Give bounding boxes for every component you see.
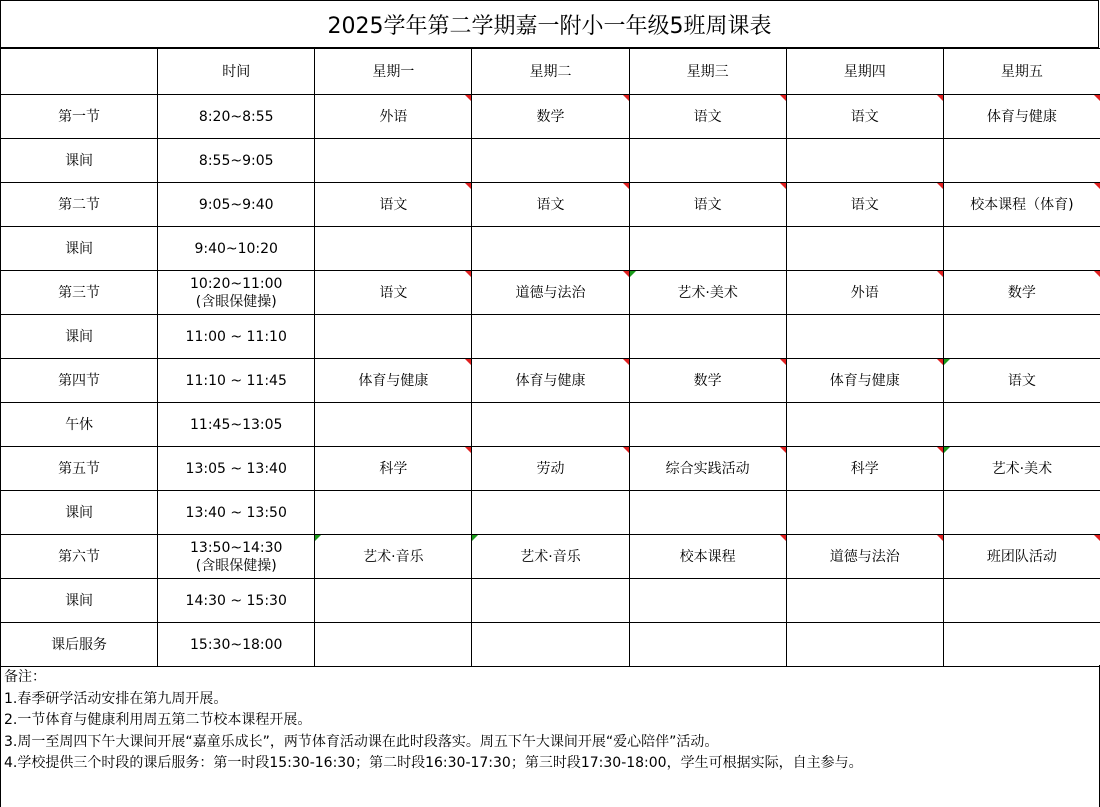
subject-cell-tuesday[interactable] xyxy=(472,315,629,359)
subject-cell-thursday[interactable] xyxy=(786,491,943,535)
subject-label: 语文 xyxy=(1007,372,1036,389)
subject-cell-tuesday[interactable] xyxy=(472,491,629,535)
time-cell[interactable] xyxy=(158,403,315,447)
subject-cell-wednesday[interactable] xyxy=(629,183,786,227)
subject-cell-wednesday[interactable] xyxy=(629,491,786,535)
subject-label: 语文 xyxy=(850,108,879,125)
comment-indicator-icon[interactable] xyxy=(1094,95,1100,101)
time-line: 15:30~18:00 xyxy=(190,636,283,653)
comment-indicator-icon[interactable] xyxy=(465,95,471,101)
subject-cell-thursday[interactable] xyxy=(786,447,943,491)
time-line: 8:55~9:05 xyxy=(198,152,274,169)
table-row xyxy=(1,579,1100,623)
subject-cell-friday[interactable] xyxy=(943,271,1100,315)
time-line: 11:10 ~ 11:45 xyxy=(185,372,287,389)
subject-cell-tuesday[interactable] xyxy=(472,271,629,315)
subject-cell-thursday[interactable] xyxy=(786,139,943,183)
subject-label: 科学 xyxy=(379,460,408,477)
subject-cell-friday[interactable] xyxy=(943,183,1100,227)
subject-label: 综合实践活动 xyxy=(665,460,750,477)
comment-indicator-icon[interactable] xyxy=(623,271,629,277)
subject-cell-thursday[interactable] xyxy=(786,271,943,315)
header-cell-wednesday[interactable]: 星期三 xyxy=(629,49,786,95)
comment-indicator-icon[interactable] xyxy=(780,447,786,453)
period-cell[interactable]: 第一节 xyxy=(1,95,158,139)
period-cell[interactable]: 第二节 xyxy=(1,183,158,227)
subject-cell-tuesday[interactable] xyxy=(472,95,629,139)
subject-cell-wednesday[interactable] xyxy=(629,579,786,623)
header-cell-thursday[interactable]: 星期四 xyxy=(786,49,943,95)
table-row xyxy=(1,623,1100,667)
subject-cell-friday[interactable] xyxy=(943,403,1100,447)
period-cell[interactable]: 课间 xyxy=(1,491,158,535)
time-cell[interactable] xyxy=(158,183,315,227)
subject-cell-wednesday[interactable] xyxy=(629,227,786,271)
note-line-3: 3.周一至周四下午大课间开展“嘉童乐成长”，两节体育活动课在此时段落实。周五下午大课间开展“爱心陪伴”活动。 xyxy=(4,733,719,750)
subject-cell-monday[interactable] xyxy=(315,271,472,315)
page-title: 2025学年第二学期嘉一附小一年级5班周课表 xyxy=(0,0,1099,48)
subject-label: 体育与健康 xyxy=(829,372,900,389)
subject-cell-wednesday[interactable] xyxy=(629,623,786,667)
comment-indicator-icon[interactable] xyxy=(623,359,629,365)
comment-indicator-icon[interactable] xyxy=(780,95,786,101)
comment-indicator-icon[interactable] xyxy=(465,359,471,365)
comment-indicator-icon[interactable] xyxy=(1094,271,1100,277)
comment-indicator-icon[interactable] xyxy=(937,359,943,365)
subject-label: 语文 xyxy=(850,196,879,213)
time-cell[interactable] xyxy=(158,535,315,579)
comment-indicator-icon[interactable] xyxy=(465,183,471,189)
subject-label: 数学 xyxy=(693,372,722,389)
subject-cell-monday[interactable] xyxy=(315,183,472,227)
subject-label: 道德与法治 xyxy=(515,284,586,301)
subject-cell-thursday[interactable] xyxy=(786,95,943,139)
subject-label: 体育与健康 xyxy=(986,108,1057,125)
comment-indicator-icon[interactable] xyxy=(1094,535,1100,541)
subject-cell-friday[interactable] xyxy=(943,139,1100,183)
error-indicator-icon[interactable] xyxy=(944,447,950,453)
subject-cell-friday[interactable] xyxy=(943,447,1100,491)
time-line: 13:05 ~ 13:40 xyxy=(185,460,287,477)
subject-label: 科学 xyxy=(850,460,879,477)
subject-cell-friday[interactable] xyxy=(943,579,1100,623)
time-line: 14:30 ~ 15:30 xyxy=(185,592,287,609)
subject-label: 道德与法治 xyxy=(829,548,900,565)
note-line-4: 4.学校提供三个时段的课后服务：第一时段15:30-16:30；第二时段16:30-17:30；第三时段17:30-18:00，学生可根据实际，自主参与。 xyxy=(4,755,863,771)
comment-indicator-icon[interactable] xyxy=(937,535,943,541)
comment-indicator-icon[interactable] xyxy=(465,447,471,453)
subject-label: 数学 xyxy=(1007,284,1036,301)
table-row xyxy=(1,227,1100,271)
error-indicator-icon[interactable] xyxy=(315,535,321,541)
time-line: 11:45~13:05 xyxy=(190,416,283,433)
subject-label: 校本课程（体育) xyxy=(970,196,1074,213)
subject-label: 语文 xyxy=(693,196,722,213)
subject-cell-monday[interactable] xyxy=(315,315,472,359)
period-cell[interactable]: 第三节 xyxy=(1,271,158,315)
subject-cell-friday[interactable] xyxy=(943,227,1100,271)
subject-label: 体育与健康 xyxy=(515,372,586,389)
time-line: 9:05~9:40 xyxy=(198,196,274,213)
time-cell[interactable] xyxy=(158,271,315,315)
subject-cell-wednesday[interactable] xyxy=(629,271,786,315)
subject-cell-friday[interactable] xyxy=(943,535,1100,579)
subject-cell-monday[interactable] xyxy=(315,579,472,623)
subject-cell-thursday[interactable] xyxy=(786,359,943,403)
table-row xyxy=(1,95,1100,139)
subject-cell-wednesday[interactable] xyxy=(629,139,786,183)
notes-heading: 备注： xyxy=(4,669,46,685)
time-line: 11:00 ~ 11:10 xyxy=(185,328,287,345)
table-row xyxy=(1,183,1100,227)
subject-cell-wednesday[interactable] xyxy=(629,95,786,139)
subject-label: 体育与健康 xyxy=(358,372,429,389)
subject-cell-monday[interactable] xyxy=(315,359,472,403)
subject-label: 劳动 xyxy=(536,460,565,477)
subject-cell-thursday[interactable] xyxy=(786,227,943,271)
time-cell[interactable] xyxy=(158,447,315,491)
subject-label: 数学 xyxy=(536,108,565,125)
subject-cell-tuesday[interactable] xyxy=(472,359,629,403)
time-line: (含眼保健操) xyxy=(195,557,277,574)
time-line: 10:20~11:00 xyxy=(190,275,283,292)
time-line: 13:50~14:30 xyxy=(190,539,283,556)
time-line: 9:40~10:20 xyxy=(194,240,278,257)
table-row xyxy=(1,315,1100,359)
subject-cell-tuesday[interactable] xyxy=(472,183,629,227)
note-line-2: 2.一节体育与健康利用周五第二节校本课程开展。 xyxy=(4,712,312,728)
subject-label: 语文 xyxy=(379,284,408,301)
subject-cell-monday[interactable] xyxy=(315,403,472,447)
time-cell[interactable] xyxy=(158,227,315,271)
header-cell-corner[interactable] xyxy=(1,49,158,95)
comment-indicator-icon[interactable] xyxy=(780,183,786,189)
table-row xyxy=(1,535,1100,579)
period-cell[interactable]: 第六节 xyxy=(1,535,158,579)
comment-indicator-icon[interactable] xyxy=(623,183,629,189)
comment-indicator-icon[interactable] xyxy=(937,95,943,101)
comment-indicator-icon[interactable] xyxy=(623,95,629,101)
time-cell[interactable] xyxy=(158,95,315,139)
header-cell-time[interactable]: 时间 xyxy=(158,49,315,95)
subject-cell-tuesday[interactable] xyxy=(472,447,629,491)
subject-cell-thursday[interactable] xyxy=(786,535,943,579)
comment-indicator-icon[interactable] xyxy=(780,359,786,365)
subject-cell-friday[interactable] xyxy=(943,491,1100,535)
subject-cell-tuesday[interactable] xyxy=(472,623,629,667)
subject-label: 校本课程 xyxy=(679,548,736,565)
time-cell[interactable] xyxy=(158,579,315,623)
subject-cell-friday[interactable] xyxy=(943,359,1100,403)
subject-cell-thursday[interactable] xyxy=(786,315,943,359)
table-row xyxy=(1,491,1100,535)
subject-label: 外语 xyxy=(850,284,879,301)
error-indicator-icon[interactable] xyxy=(944,359,950,365)
subject-label: 班团队活动 xyxy=(986,548,1057,565)
comment-indicator-icon[interactable] xyxy=(623,447,629,453)
subject-cell-wednesday[interactable] xyxy=(629,447,786,491)
subject-cell-monday[interactable] xyxy=(315,139,472,183)
subject-cell-tuesday[interactable] xyxy=(472,579,629,623)
subject-label: 语文 xyxy=(693,108,722,125)
subject-cell-monday[interactable] xyxy=(315,623,472,667)
subject-cell-friday[interactable] xyxy=(943,95,1100,139)
error-indicator-icon[interactable] xyxy=(472,535,478,541)
subject-cell-monday[interactable] xyxy=(315,95,472,139)
subject-cell-thursday[interactable] xyxy=(786,183,943,227)
time-cell[interactable] xyxy=(158,359,315,403)
table-row xyxy=(1,139,1100,183)
subject-cell-friday[interactable] xyxy=(943,315,1100,359)
comment-indicator-icon[interactable] xyxy=(937,183,943,189)
subject-cell-thursday[interactable] xyxy=(786,403,943,447)
subject-label: 外语 xyxy=(379,108,408,125)
time-line: 13:40 ~ 13:50 xyxy=(185,504,287,521)
header-row xyxy=(1,49,1100,95)
subject-cell-monday[interactable] xyxy=(315,447,472,491)
comment-indicator-icon[interactable] xyxy=(1094,183,1100,189)
header-cell-friday[interactable]: 星期五 xyxy=(943,49,1100,95)
subject-cell-thursday[interactable] xyxy=(786,579,943,623)
period-cell[interactable]: 课间 xyxy=(1,315,158,359)
subject-cell-monday[interactable] xyxy=(315,227,472,271)
period-cell[interactable]: 午休 xyxy=(1,403,158,447)
time-line: (含眼保健操) xyxy=(195,293,277,310)
time-cell[interactable] xyxy=(158,315,315,359)
timetable-grid xyxy=(0,48,1100,667)
comment-indicator-icon[interactable] xyxy=(937,447,943,453)
subject-label: 艺术·美术 xyxy=(991,460,1053,477)
comment-indicator-icon[interactable] xyxy=(780,535,786,541)
error-indicator-icon[interactable] xyxy=(630,271,636,277)
subject-cell-wednesday[interactable] xyxy=(629,315,786,359)
subject-cell-monday[interactable] xyxy=(315,535,472,579)
notes-section xyxy=(0,665,1100,807)
time-cell[interactable] xyxy=(158,139,315,183)
period-cell[interactable]: 第四节 xyxy=(1,359,158,403)
subject-label: 艺术·美术 xyxy=(677,284,738,301)
time-line: 8:20~8:55 xyxy=(198,108,274,125)
subject-cell-wednesday[interactable] xyxy=(629,359,786,403)
subject-cell-wednesday[interactable] xyxy=(629,535,786,579)
subject-cell-tuesday[interactable] xyxy=(472,227,629,271)
subject-cell-friday[interactable] xyxy=(943,623,1100,667)
period-cell[interactable]: 课间 xyxy=(1,227,158,271)
time-cell[interactable] xyxy=(158,623,315,667)
table-row xyxy=(1,359,1100,403)
subject-cell-tuesday[interactable] xyxy=(472,535,629,579)
subject-label: 语文 xyxy=(536,196,565,213)
comment-indicator-icon[interactable] xyxy=(937,271,943,277)
header-cell-tuesday[interactable]: 星期二 xyxy=(472,49,629,95)
subject-cell-wednesday[interactable] xyxy=(629,403,786,447)
note-line-1: 1.春季研学活动安排在第九周开展。 xyxy=(4,690,228,707)
time-cell[interactable] xyxy=(158,491,315,535)
table-row xyxy=(1,271,1100,315)
subject-cell-monday[interactable] xyxy=(315,491,472,535)
period-cell[interactable]: 课后服务 xyxy=(1,623,158,667)
comment-indicator-icon[interactable] xyxy=(465,271,471,277)
subject-cell-tuesday[interactable] xyxy=(472,403,629,447)
period-cell[interactable]: 课间 xyxy=(1,139,158,183)
subject-label: 语文 xyxy=(379,196,408,213)
subject-cell-tuesday[interactable] xyxy=(472,139,629,183)
subject-cell-thursday[interactable] xyxy=(786,623,943,667)
period-cell[interactable]: 第五节 xyxy=(1,447,158,491)
subject-label: 艺术·音乐 xyxy=(363,548,424,565)
table-row xyxy=(1,403,1100,447)
header-cell-monday[interactable]: 星期一 xyxy=(315,49,472,95)
subject-label: 艺术·音乐 xyxy=(520,548,581,565)
table-row xyxy=(1,447,1100,491)
period-cell[interactable]: 课间 xyxy=(1,579,158,623)
